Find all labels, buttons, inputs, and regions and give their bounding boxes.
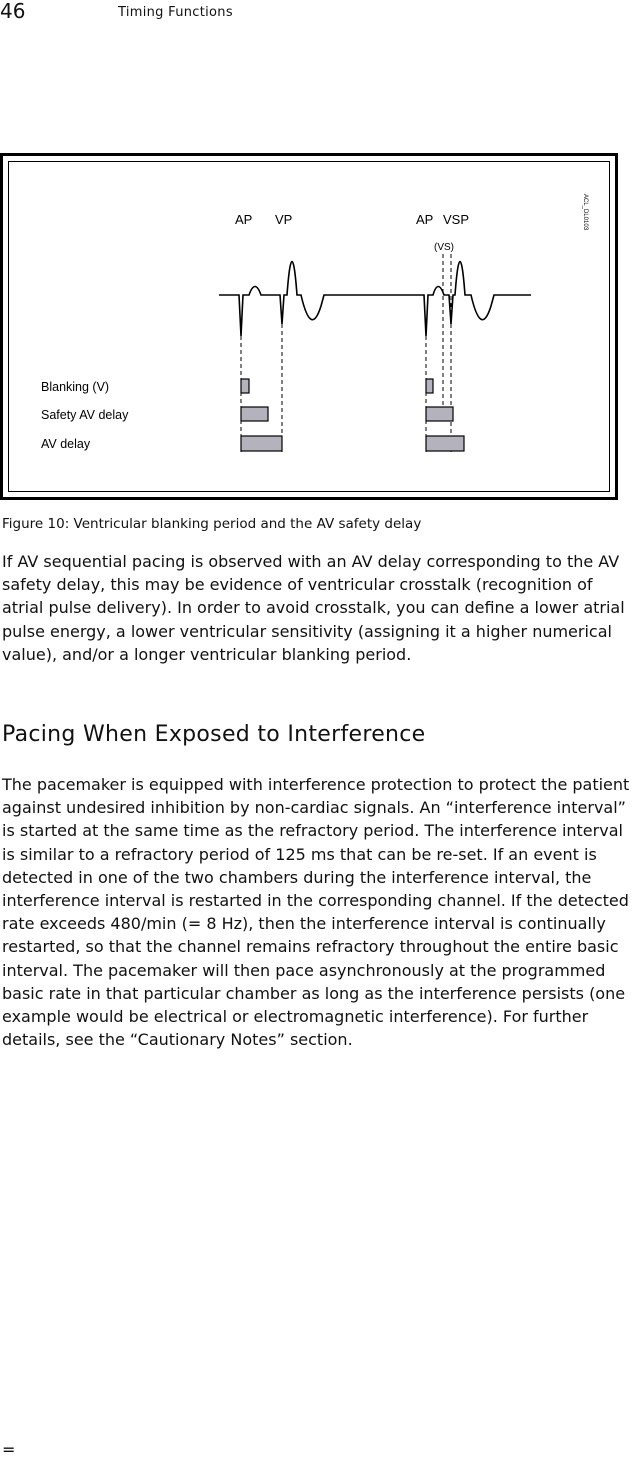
figure-frame: [0, 153, 618, 500]
blanking-bar-1: [241, 379, 249, 393]
row-label-blanking: Blanking (V): [41, 380, 110, 394]
label-ap-2: AP: [416, 212, 434, 227]
row-label-av-delay: AV delay: [41, 437, 91, 451]
row-label-safety-av-delay: Safety AV delay: [41, 408, 129, 422]
safety-av-delay-bar-1: [241, 407, 268, 421]
safety-av-delay-bar-2: [426, 407, 453, 421]
label-vp: VP: [275, 212, 293, 227]
figure-caption: Figure 10: Ventricular blanking period and the AV safety delay: [2, 516, 422, 532]
label-vsp: VSP: [443, 212, 470, 227]
timing-bars: [241, 379, 464, 451]
label-vs: (VS): [434, 242, 454, 253]
paragraph-crosstalk: If AV sequential pacing is observed with an AV delay corresponding to the AV safety delay, this may be evidence of ventricular crosstalk (recognition of atrial pulse delivery). In order to avoid crosstalk, you can define a lower atrial pulse energy, a lower ventricular sensitivity (assigning it a higher numerical value), and/or a longer ventricular blanking period.: [2, 552, 625, 664]
footer-mark: =: [2, 1440, 16, 1459]
timing-diagram: [3, 156, 615, 497]
paragraph-interference: The pacemaker is equipped with interference protection to protect the patient against undesired inhibition by non-cardiac signals. An “interference interval” is started at the same time as the refractory period. The interference interval is similar to a refractory period of 125 ms that can be re-set. If an event is detected in one of the two chambers during the interference interval, the interference interval is restarted in the corresponding channel. If the detected rate exceeds 480/min (= 8 Hz), then the interference interval is continually restarted, so that the channel remains refractory throughout the entire basic interval. The pacemaker will then pace asynchronously at the programmed basic rate in that particular chamber as long as the interference persists (one example would be electrical or electromagnetic interference). For further details, see the “Cautionary Notes” section.: [2, 775, 630, 1050]
av-delay-bar-1: [241, 436, 282, 451]
av-delay-bar-2: [426, 436, 464, 451]
blanking-bar-2: [426, 379, 433, 393]
page-number: 46: [0, 0, 26, 23]
section-heading: Pacing When Exposed to Interference: [2, 722, 426, 747]
label-ap-1: AP: [235, 212, 253, 227]
ecg-waveform: [219, 262, 531, 337]
figure-side-code: ACL_DL0103: [582, 194, 588, 231]
running-header: Timing Functions: [118, 5, 233, 20]
alignment-lines: [241, 254, 451, 452]
